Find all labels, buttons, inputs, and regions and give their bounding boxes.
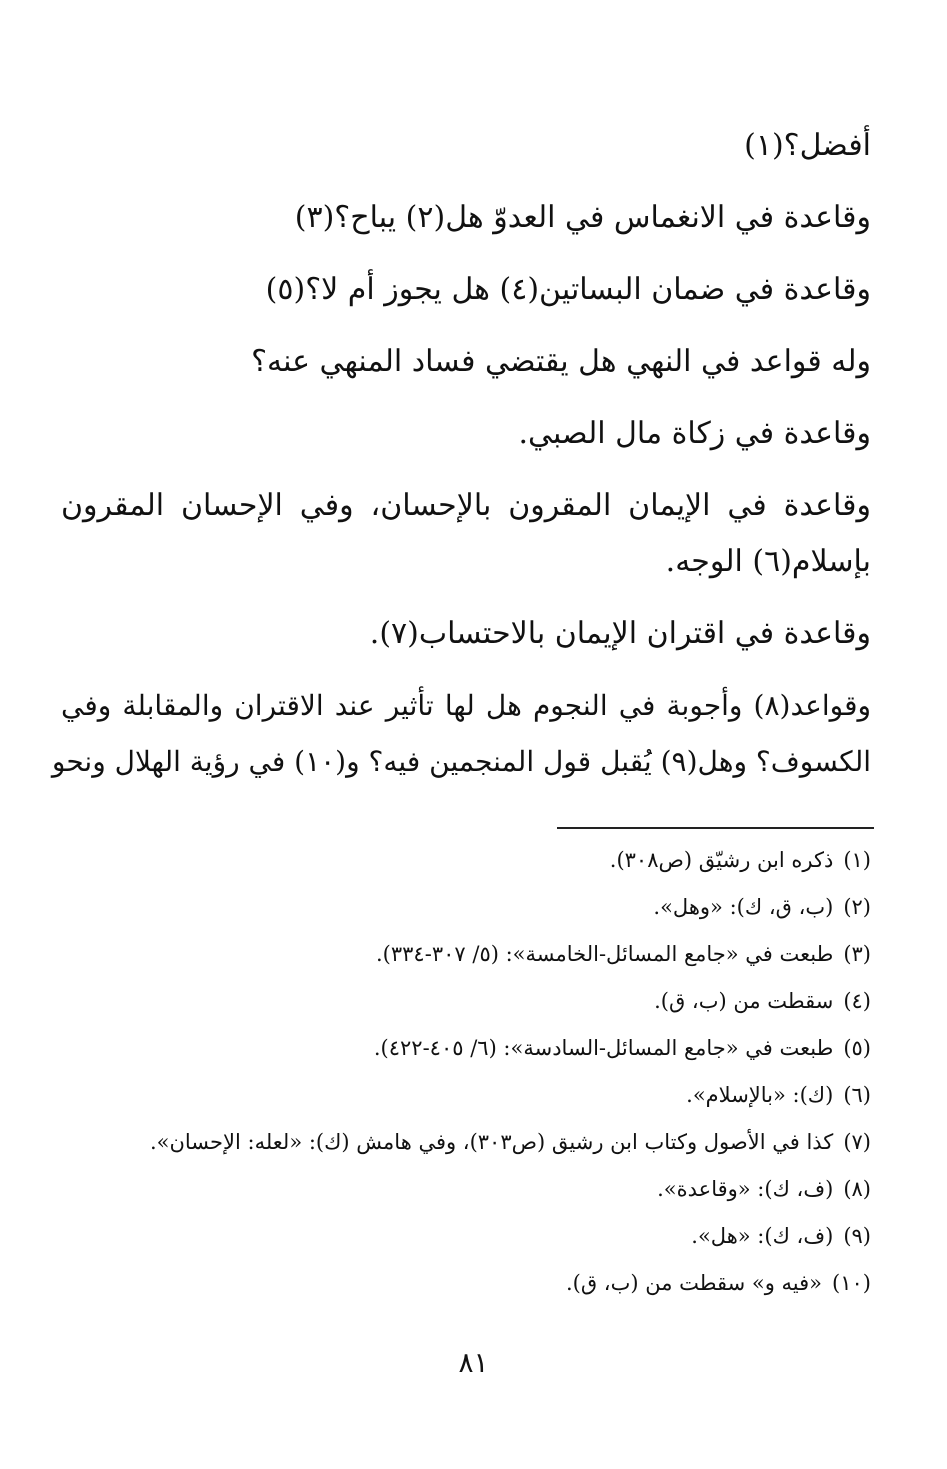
footnote-item	[61, 939, 871, 969]
body-line: وله قواعد في النهي هل يقتضي فساد المنهي عنه؟	[251, 344, 871, 379]
footnote-item	[61, 1127, 871, 1157]
footnote-text: طبعت في «جامع المسائل-الخامسة»: (٥/ ٣٠٧-٣٣٤).	[376, 942, 834, 966]
footnote-item	[61, 986, 871, 1016]
footnote-number: (١٠)	[832, 1271, 871, 1295]
body-line: وقاعدة في اقتران الإيمان بالاحتساب(٧).	[369, 616, 871, 651]
body-line: الكسوف؟ وهل(٩) يُقبل قول المنجمين فيه؟ و(١٠) في رؤية الهلال ونحو	[51, 745, 871, 778]
footnote-item	[61, 1080, 871, 1110]
body-line: وقاعدة في زكاة مال الصبي.	[518, 416, 871, 451]
footnote-separator	[557, 827, 874, 829]
footnote-number: (٢)	[843, 895, 871, 919]
footnote-item	[61, 1268, 871, 1298]
footnote-number: (٥)	[843, 1036, 871, 1060]
footnote-item	[61, 845, 871, 875]
body-line: بإسلام(٦) الوجه.	[665, 544, 871, 579]
footnote-text: (ف، ك): «هل».	[691, 1224, 834, 1248]
page-number: ٨١	[458, 1346, 489, 1379]
footnote-item	[61, 892, 871, 922]
footnote-number: (١)	[843, 848, 871, 872]
footnote-text: سقطت من (ب، ق).	[654, 989, 834, 1013]
footnote-text: ذكره ابن رشيّق (ص٣٠٨).	[609, 848, 834, 872]
footnote-text: كذا في الأصول وكتاب ابن رشيق (ص٣٠٣)، وفي هامش (ك): «لعله: الإحسان».	[149, 1130, 834, 1154]
body-line: وقاعدة في ضمان البساتين(٤) هل يجوز أم لا؟(٥)	[265, 272, 871, 307]
footnote-text: (ف، ك): «وقاعدة».	[657, 1177, 834, 1201]
footnote-item	[61, 1033, 871, 1063]
body-line: وقاعدة في الإيمان المقرون بالإحسان، وفي الإحسان المقرون	[61, 488, 871, 523]
body-line: وقاعدة في الانغماس في العدوّ هل(٢) يباح؟(٣)	[294, 200, 871, 235]
footnote-number: (٩)	[843, 1224, 871, 1248]
footnote-text: (ك): «بالإسلام».	[686, 1083, 834, 1107]
body-line: وقواعد(٨) وأجوبة في النجوم هل لها تأثير عند الاقتران والمقابلة وفي	[61, 689, 871, 722]
footnote-text: (ب، ق، ك): «وهل».	[653, 895, 834, 919]
footnote-number: (٨)	[843, 1177, 871, 1201]
body-line: أفضل؟(١)	[744, 128, 871, 163]
footnote-text: طبعت في «جامع المسائل-السادسة»: (٦/ ٤٠٥-٤٢٢).	[373, 1036, 834, 1060]
footnote-item	[61, 1221, 871, 1251]
footnote-text: «فيه و» سقطت من (ب، ق).	[565, 1271, 823, 1295]
footnote-number: (٦)	[843, 1083, 871, 1107]
footnote-number: (٣)	[843, 942, 871, 966]
footnote-number: (٤)	[843, 989, 871, 1013]
footnote-number: (٧)	[843, 1130, 871, 1154]
footnote-item	[61, 1174, 871, 1204]
